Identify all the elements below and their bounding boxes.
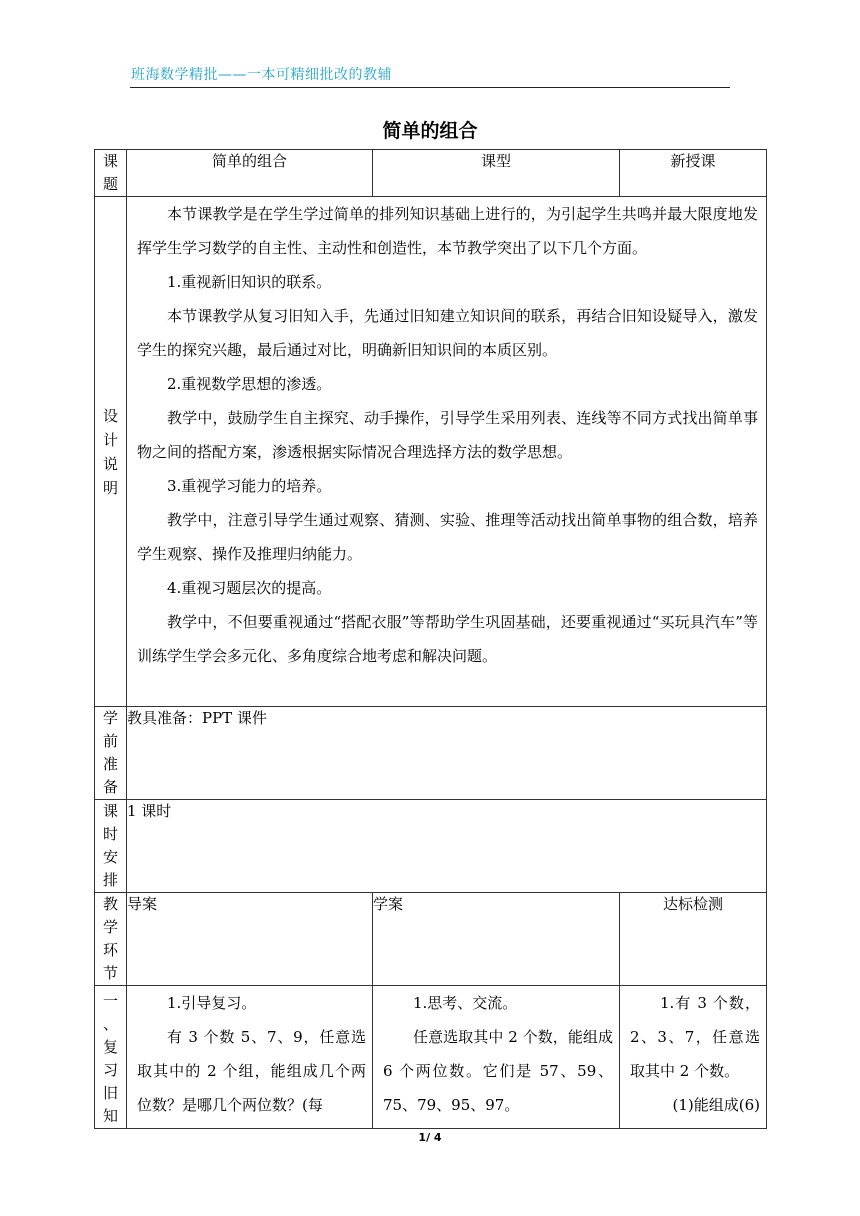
row-label-text: 课 题 [102,152,118,193]
row-review [95,986,767,1129]
design-description [127,197,767,707]
design-paragraph: 1.重视新旧知识的联系。 [167,273,332,291]
row-label-phase [95,893,127,986]
row-label-topic [95,150,127,197]
check-paragraph: (1)能组成(6) [672,1096,760,1114]
lesson-plan-table [94,149,767,1129]
row-label-text: 学 前 准 备 [102,709,118,796]
guide-paragraph: 有 3 个数 5、7、9，任意选取其中的 2 个组，能组成几个两位数？是哪几个两位数？(每 [137,1028,366,1114]
review-study [373,986,620,1129]
guide-paragraph: 1.引导复习。 [167,994,257,1012]
schedule-value: 1 课时 [127,800,767,893]
type-value: 新授课 [620,150,767,197]
column-header-check: 达标检测 [620,893,767,986]
row-label-text: 课 时 安 排 [102,802,118,889]
row-prep [95,707,767,800]
study-paragraph: 1.思考、交流。 [413,994,518,1012]
row-phase [95,893,767,986]
design-paragraph: 本节课教学从复习旧知入手，先通过旧知建立知识间的联系，再结合旧知设疑导入，激发学生的探究兴趣，最后通过对比，明确新旧知识间的本质区别。 [137,307,758,359]
type-label: 课型 [373,150,620,197]
header-brand: 班海数学精批——一本可精细批改的教辅 [131,67,392,83]
topic-value: 简单的组合 [127,150,373,197]
page-number: 1/ 4 [418,1131,442,1144]
row-label-text: 一 、 复 习 旧 知 [102,992,118,1125]
column-header-guide: 导案 [127,893,373,986]
design-paragraph: 教学中，鼓励学生自主探究、动手操作，引导学生采用列表、连线等不同方式找出简单事物之间的搭配方案，渗透根据实际情况合理选择方法的数学思想。 [137,409,758,461]
design-paragraph: 教学中，注意引导学生通过观察、猜测、实验、推理等活动找出简单事物的组合数，培养学生观察、操作及推理归纳能力。 [137,511,758,563]
design-paragraph: 教学中，不但要重视通过“搭配衣服”等帮助学生巩固基础，还要重视通过“买玩具汽车”等训练学生学会多元化、多角度综合地考虑和解决问题。 [137,613,758,665]
study-paragraph: 任意选取其中 2 个数，能组成 6 个两位数。它们是 57、59、75、79、95、97。 [383,1028,613,1114]
row-label-schedule [95,800,127,893]
row-schedule [95,800,767,893]
row-label-text: 设 计 说 明 [102,406,118,497]
row-topic [95,150,767,197]
design-paragraph: 本节课教学是在学生学过简单的排列知识基础上进行的，为引起学生共鸣并最大限度地发挥学生学习数学的自主性、主动性和创造性，本节教学突出了以下几个方面。 [137,205,758,257]
row-design [95,197,767,707]
design-paragraph: 2.重视数学思想的渗透。 [167,375,332,393]
row-label-design [95,197,127,707]
document-title: 简单的组合 [382,120,478,142]
row-label-text: 教 学 环 节 [102,895,118,982]
prep-value: 教具准备：PPT 课件 [127,707,767,800]
header-divider [130,87,730,88]
row-label-review [95,986,127,1129]
design-paragraph: 4.重视习题层次的提高。 [167,579,332,597]
column-header-study: 学案 [373,893,620,986]
review-guide [127,986,373,1129]
row-label-prep [95,707,127,800]
check-paragraph: 1.有 3 个数，2、3、7，任意选取其中 2 个数。 [630,994,760,1080]
design-paragraph: 3.重视学习能力的培养。 [167,477,332,495]
review-check [620,986,767,1129]
